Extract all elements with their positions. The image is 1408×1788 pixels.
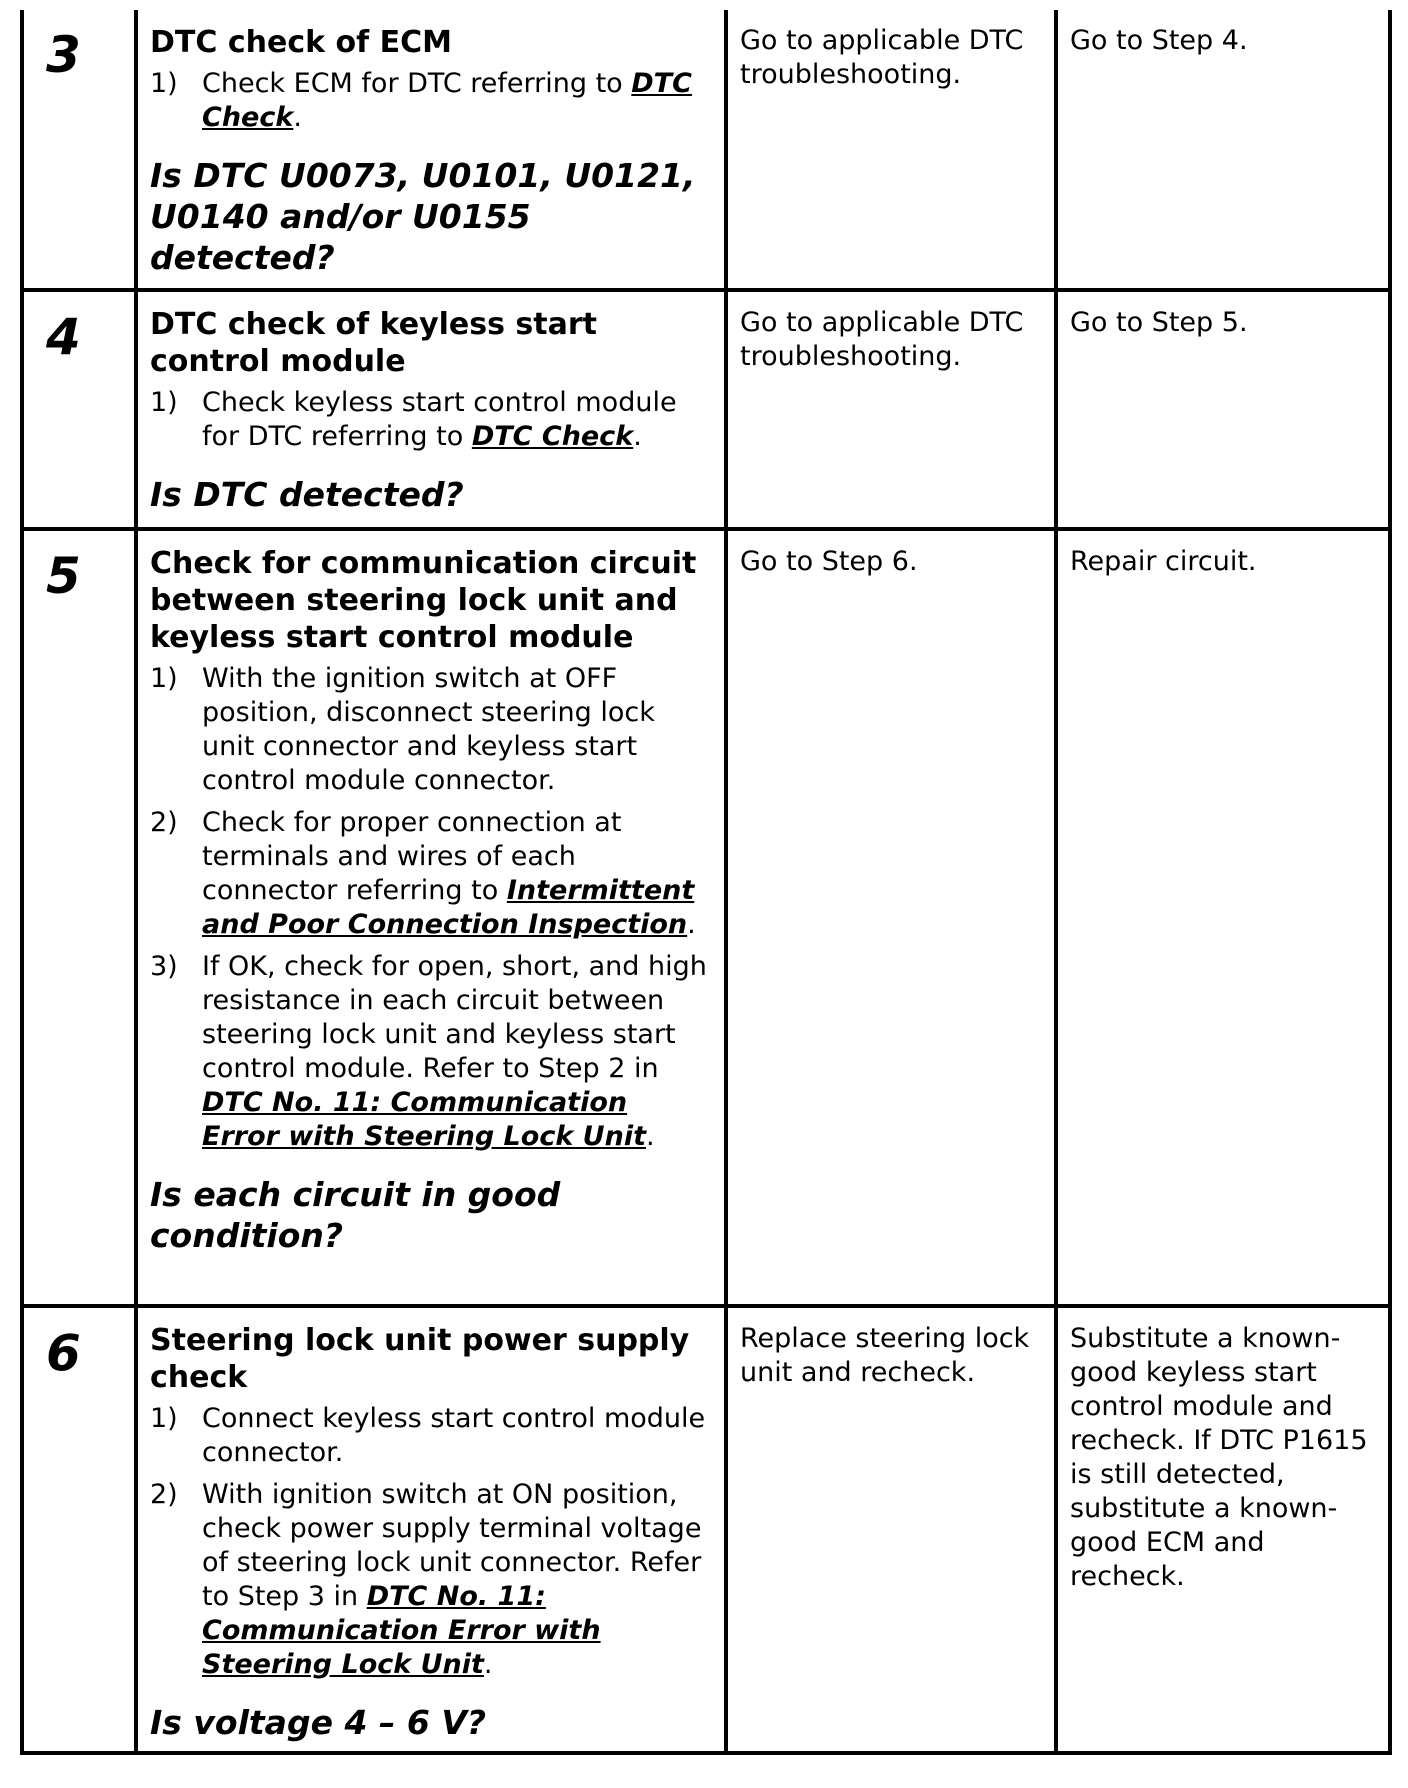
no-result: Substitute a known-good keyless start control module and recheck. If DTC P1615 is still detected, substitute a known-good ECM and recheck. bbox=[1070, 1323, 1368, 1592]
step-row bbox=[22, 10, 1390, 290]
step-title: DTC check of ECM bbox=[150, 25, 452, 60]
step-number-cell bbox=[22, 10, 136, 290]
troubleshooting-table bbox=[20, 10, 1392, 1755]
reference-link[interactable]: DTC No. 11: Communication Error with Steering Lock Unit bbox=[202, 1087, 646, 1152]
step-number: 5 bbox=[46, 547, 81, 605]
reference-link[interactable]: DTC Check bbox=[202, 68, 692, 133]
step-row bbox=[22, 529, 1390, 1306]
instruction-text-part: Check for proper connection at terminals and wires of each connector referring to bbox=[202, 807, 622, 906]
no-result-cell bbox=[1056, 529, 1390, 1306]
yes-result: Go to applicable DTC troubleshooting. bbox=[740, 307, 1024, 372]
instruction-number: 1) bbox=[150, 663, 178, 694]
yes-result: Replace steering lock unit and recheck. bbox=[740, 1323, 1030, 1388]
yes-result: Go to applicable DTC troubleshooting. bbox=[740, 25, 1024, 90]
instruction-item bbox=[150, 806, 712, 942]
instruction-list bbox=[150, 1402, 712, 1682]
instruction-text-part: With the ignition switch at OFF position, disconnect steering lock unit connector and keyless start control module connector. bbox=[202, 663, 655, 796]
step-question: Is voltage 4 – 6 V? bbox=[150, 1703, 487, 1742]
yes-result-cell bbox=[726, 529, 1056, 1306]
yes-result-cell bbox=[726, 290, 1056, 529]
instruction-item bbox=[150, 1478, 712, 1682]
yes-result-cell bbox=[726, 1306, 1056, 1753]
action-cell bbox=[136, 529, 726, 1306]
no-result: Go to Step 4. bbox=[1070, 25, 1248, 56]
instruction-number: 3) bbox=[150, 951, 178, 982]
instruction-item bbox=[150, 1402, 712, 1470]
instruction-item bbox=[150, 386, 712, 454]
instruction-text bbox=[202, 806, 712, 942]
reference-link[interactable]: Intermittent and Poor Connection Inspection bbox=[202, 875, 695, 940]
instruction-text-part: Check keyless start control module for DTC referring to bbox=[202, 387, 677, 452]
instruction-text bbox=[202, 662, 712, 798]
step-number-cell bbox=[22, 529, 136, 1306]
step-question: Is DTC detected? bbox=[150, 475, 464, 514]
action-cell bbox=[136, 10, 726, 290]
instruction-number: 2) bbox=[150, 807, 178, 838]
instruction-text-part: . bbox=[293, 102, 302, 133]
instruction-text-part: . bbox=[645, 1121, 655, 1152]
no-result: Repair circuit. bbox=[1070, 546, 1257, 577]
step-number: 3 bbox=[46, 26, 81, 84]
step-title: Steering lock unit power supply check bbox=[150, 1323, 690, 1395]
action-cell bbox=[136, 1306, 726, 1753]
instruction-text-part: If OK, check for open, short, and high resistance in each circuit between steering lock unit and keyless start control module. Refer to Step 2 in bbox=[202, 951, 707, 1084]
instruction-text-part: With ignition switch at ON position, check power supply terminal voltage of steering lock unit connector. Refer to Step 3 in bbox=[202, 1479, 702, 1612]
instruction-text-part: . bbox=[483, 1649, 493, 1680]
instruction-text bbox=[202, 67, 712, 135]
reference-link[interactable]: DTC No. 11: Communication Error with Steering Lock Unit bbox=[202, 1581, 601, 1680]
instruction-number: 2) bbox=[150, 1479, 178, 1510]
no-result-cell bbox=[1056, 290, 1390, 529]
action-cell bbox=[136, 290, 726, 529]
instruction-text bbox=[202, 1478, 712, 1682]
no-result-cell bbox=[1056, 1306, 1390, 1753]
instruction-number: 1) bbox=[150, 387, 178, 418]
instruction-item bbox=[150, 950, 712, 1154]
instruction-text-part: Check ECM for DTC referring to bbox=[202, 68, 632, 99]
step-number: 6 bbox=[46, 1324, 81, 1382]
instruction-number: 1) bbox=[150, 1403, 178, 1434]
step-question: Is each circuit in good condition? bbox=[150, 1175, 561, 1255]
instruction-text bbox=[202, 1402, 712, 1470]
instruction-text bbox=[202, 386, 712, 454]
troubleshooting-table-body bbox=[22, 10, 1390, 1753]
step-title: Check for communication circuit between steering lock unit and keyless start control module bbox=[150, 546, 697, 655]
step-title: DTC check of keyless start control module bbox=[150, 307, 598, 379]
step-row bbox=[22, 1306, 1390, 1753]
instruction-item bbox=[150, 662, 712, 798]
instruction-list bbox=[150, 662, 712, 1154]
instruction-text-part: Connect keyless start control module connector. bbox=[202, 1403, 706, 1468]
yes-result: Go to Step 6. bbox=[740, 546, 918, 577]
reference-link[interactable]: DTC Check bbox=[471, 421, 634, 452]
instruction-text bbox=[202, 950, 712, 1154]
instruction-text-part: . bbox=[687, 909, 696, 940]
instruction-text-part: . bbox=[633, 421, 642, 452]
instruction-list bbox=[150, 67, 712, 135]
instruction-list bbox=[150, 386, 712, 454]
instruction-item bbox=[150, 67, 712, 135]
yes-result-cell bbox=[726, 10, 1056, 290]
no-result-cell bbox=[1056, 10, 1390, 290]
instruction-number: 1) bbox=[150, 68, 178, 99]
step-number-cell bbox=[22, 290, 136, 529]
no-result: Go to Step 5. bbox=[1070, 307, 1248, 338]
step-number: 4 bbox=[46, 308, 81, 366]
step-question: Is DTC U0073, U0101, U0121, U0140 and/or U0155 detected? bbox=[150, 156, 696, 277]
step-number-cell bbox=[22, 1306, 136, 1753]
step-row bbox=[22, 290, 1390, 529]
